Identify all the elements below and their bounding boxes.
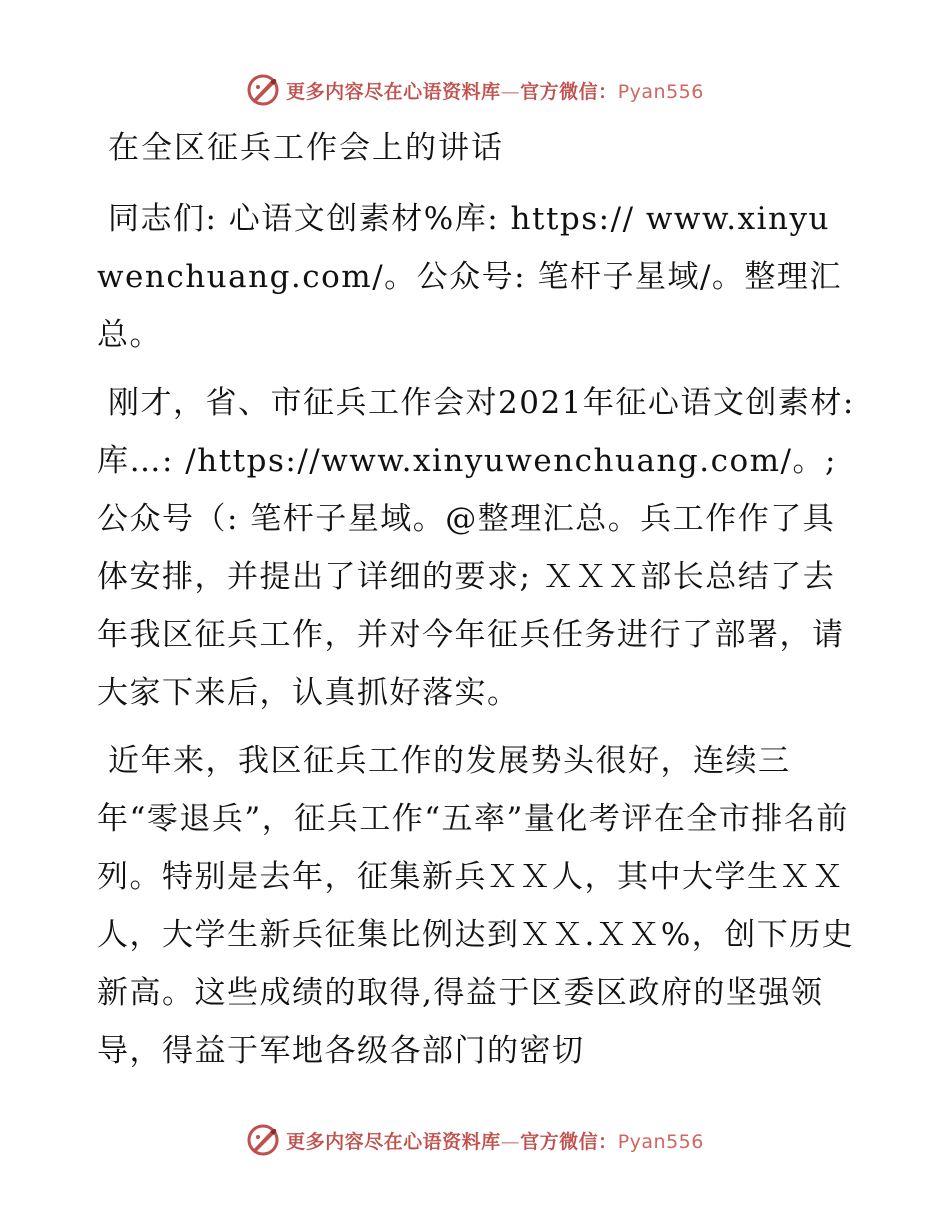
document-body bbox=[97, 120, 857, 1080]
watermark-banner-top bbox=[0, 70, 950, 110]
paragraph-greeting: 同志们: 心语文创素材%库: https:// www.xinyuwenchuang.com/。公众号: 笔杆子星域/。整理汇总。 bbox=[97, 201, 842, 353]
watermark-wechat-id: Pyan556 bbox=[617, 80, 704, 103]
watermark-banner-content bbox=[246, 73, 704, 107]
paragraph-arrangement: 刚才，省、市征兵工作会对2021年征心语文创素材:库…: /https://www.xinyuwenchuang.com/。; 公众号（: 笔杆子星域。@整理汇总。兵工作作了具体安排，并提出了详细的要求; ＸＸＸ部长总结了去年我区征兵工作，并对今年征兵任务进行了部署，请大家下来后，认真抓好落实。 bbox=[97, 385, 855, 711]
watermark-wechat-id: Pyan556 bbox=[617, 1130, 704, 1153]
paragraph-achievements: 近年来，我区征兵工作的发展势头很好，连续三年“零退兵”，征兵工作“五率”量化考评在全市排名前列。特别是去年，征集新兵ＸＸ人，其中大学生ＸＸ人，大学生新兵征集比例达到ＸＸ.ＸＸ%，创下历史新高。这些成绩的取得,得益于区委区政府的坚强领导，得益于军地各级各部门的密切 bbox=[97, 743, 855, 1069]
watermark-text bbox=[286, 77, 704, 104]
document-title: 在全区征兵工作会上的讲话 bbox=[108, 130, 504, 166]
watermark-wechat-label: 官方微信： bbox=[520, 1130, 618, 1153]
watermark-site-text: 更多内容尽在心语资料库 bbox=[286, 80, 501, 103]
watermark-banner-content bbox=[246, 1123, 704, 1157]
spacer bbox=[97, 722, 857, 732]
watermark-separator: — bbox=[500, 1130, 521, 1153]
quill-pen-logo-icon bbox=[246, 1123, 280, 1157]
watermark-separator: — bbox=[500, 80, 521, 103]
spacer bbox=[97, 364, 857, 374]
spacer bbox=[97, 176, 857, 190]
watermark-text bbox=[286, 1127, 704, 1154]
quill-pen-logo-icon bbox=[246, 73, 280, 107]
watermark-banner-bottom bbox=[0, 1120, 950, 1160]
watermark-site-text: 更多内容尽在心语资料库 bbox=[286, 1130, 501, 1153]
watermark-wechat-label: 官方微信： bbox=[520, 80, 618, 103]
